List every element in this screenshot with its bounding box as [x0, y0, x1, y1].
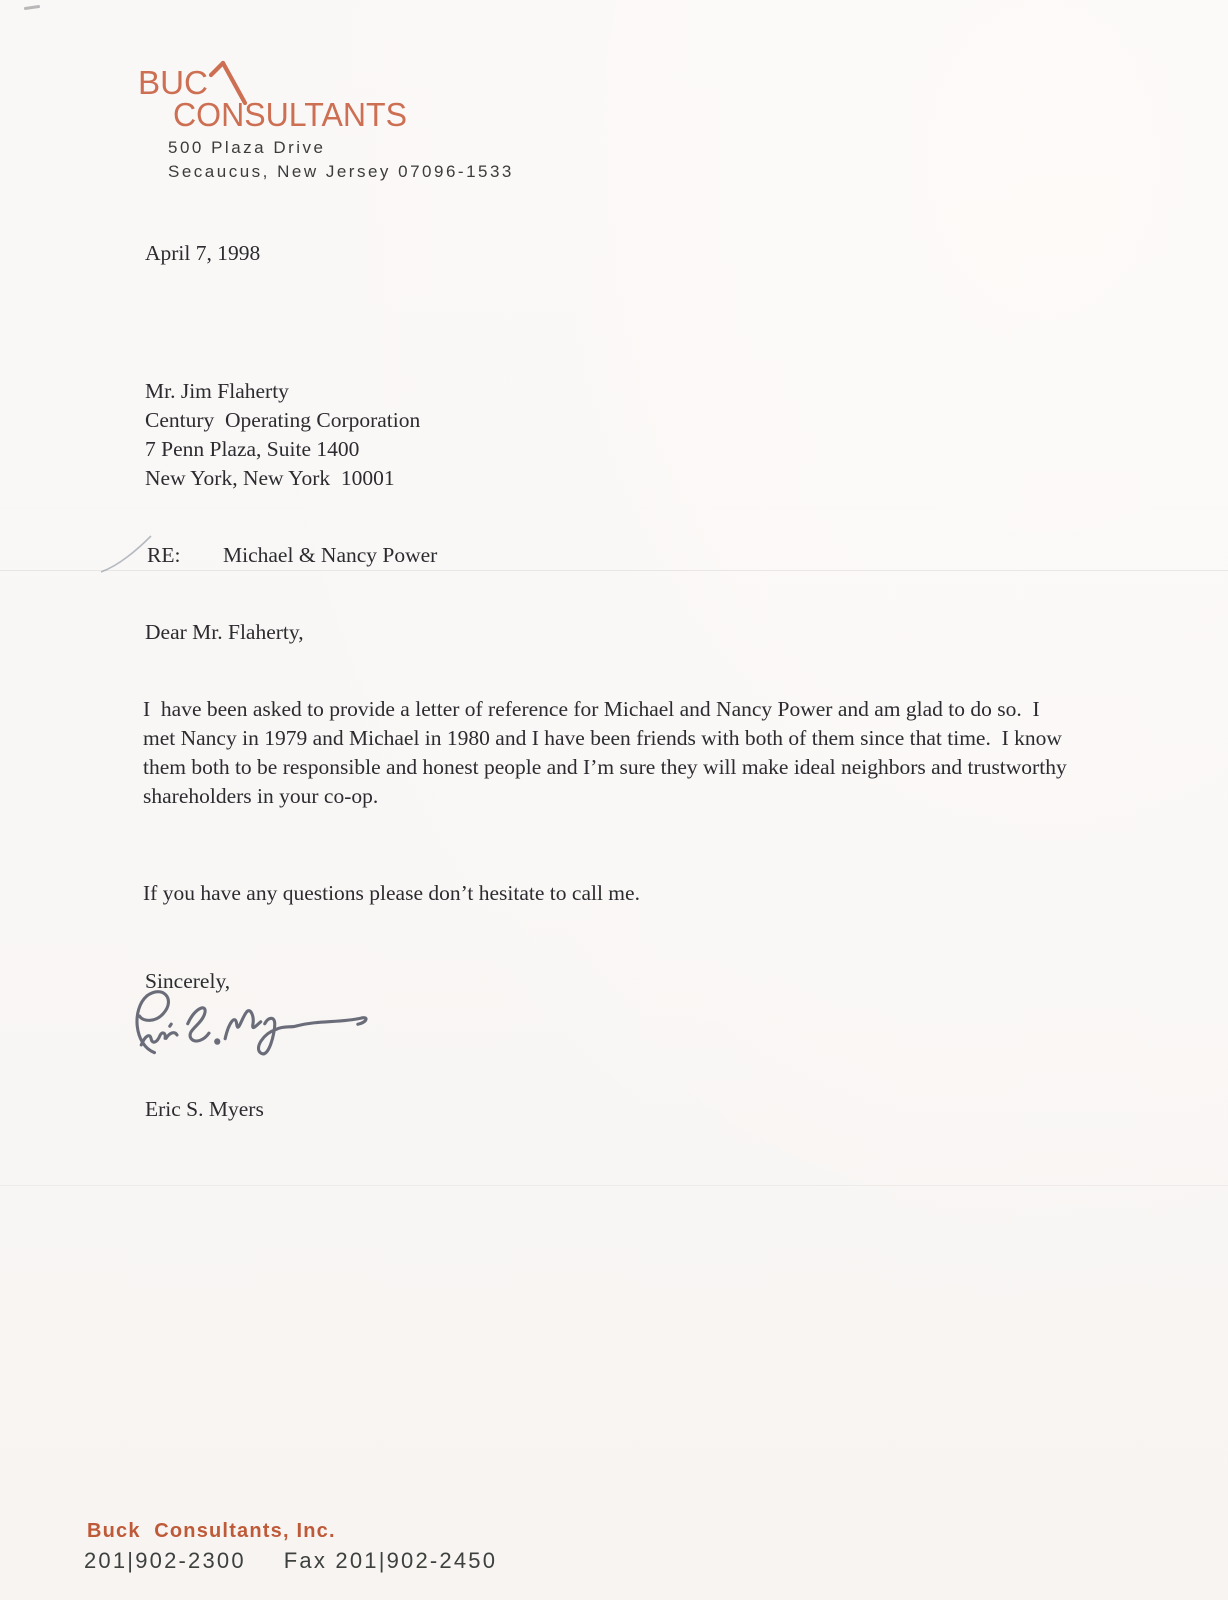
crease-line: [0, 1185, 1228, 1186]
scan-speck: [24, 5, 40, 10]
footer-company-name: Buck Consultants, Inc.: [87, 1520, 336, 1542]
recipient-block: [145, 377, 420, 493]
closing: Sincerely,: [145, 969, 231, 993]
body-line: them both to be responsible and honest people and I’m sure they will make ideal neighbors and trustworthy: [143, 755, 1067, 779]
recipient-street: 7 Penn Plaza, Suite 1400: [145, 437, 360, 461]
footer-phone-number: 201|902-2300: [84, 1548, 246, 1573]
logo-word-buc: BUC: [138, 64, 208, 101]
footer-phone-row: [84, 1548, 497, 1574]
letterhead-address-line1: 500 Plaza Drive: [168, 138, 326, 157]
body-line: shareholders in your co-op.: [143, 784, 379, 808]
re-value: Michael & Nancy Power: [223, 543, 438, 567]
typed-signature-name: Eric S. Myers: [145, 1097, 264, 1121]
letter-date: April 7, 1998: [145, 241, 261, 265]
recipient-city: New York, New York 10001: [145, 466, 395, 490]
footer-fax-number: Fax 201|902-2450: [283, 1548, 498, 1573]
body-line: met Nancy in 1979 and Michael in 1980 and I have been friends with both of them since that time. I know: [143, 726, 1062, 750]
salutation: Dear Mr. Flaherty,: [145, 620, 304, 644]
crease-line: [0, 570, 1228, 571]
letterhead-address-line2: Secaucus, New Jersey 07096-1533: [168, 162, 514, 181]
recipient-name: Mr. Jim Flaherty: [145, 379, 289, 403]
body-paragraph-1: [143, 695, 1143, 811]
signature-ink-icon: [129, 977, 380, 1085]
logo-word-consultants: CONSULTANTS: [173, 96, 407, 133]
buck-consultants-logo: [132, 58, 432, 138]
re-label: RE:: [147, 543, 181, 567]
recipient-company: Century Operating Corporation: [145, 408, 421, 432]
body-line: I have been asked to provide a letter of reference for Michael and Nancy Power and am glad to do so. I: [143, 697, 1040, 721]
body-paragraph-2: If you have any questions please don’t hesitate to call me.: [143, 881, 640, 905]
handwritten-signature: [129, 977, 380, 1090]
